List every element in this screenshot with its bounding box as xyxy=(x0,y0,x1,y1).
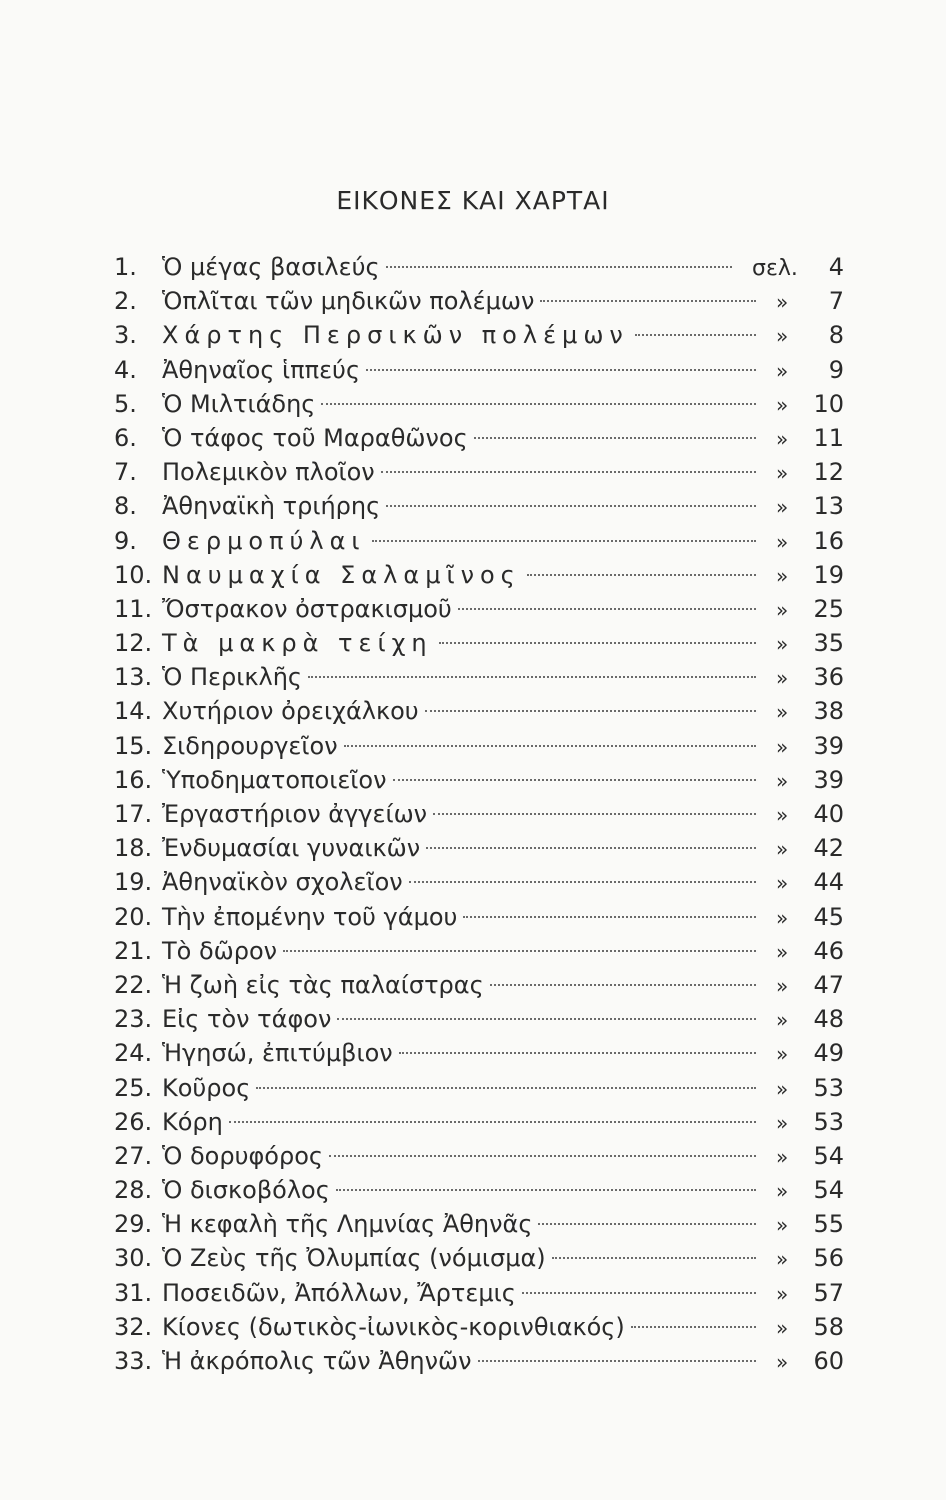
page-ref-marker: » xyxy=(776,1315,789,1340)
item-number: 20. xyxy=(114,902,153,931)
page-number: 42 xyxy=(813,834,844,863)
item-title: Ὁ τάφος τοῦ Μαραθῶνος xyxy=(162,423,468,452)
dot-leader xyxy=(344,745,756,747)
list-item xyxy=(114,1036,844,1070)
item-title: Ὁ μέγας βασιλεύς xyxy=(162,253,380,281)
dot-leader xyxy=(478,1360,756,1362)
list-item xyxy=(114,694,844,728)
item-number: 33. xyxy=(114,1347,153,1375)
item-number: 16. xyxy=(114,765,153,794)
dot-leader xyxy=(337,1018,756,1020)
item-title: Θερμοπύλαι xyxy=(162,526,366,555)
page-ref-marker: » xyxy=(776,426,789,451)
list-item xyxy=(114,934,844,968)
item-title: Ναυμαχία Σαλαμῖνος xyxy=(162,560,521,589)
item-number: 17. xyxy=(114,800,153,828)
page-number: 39 xyxy=(813,765,844,794)
dot-leader xyxy=(283,950,756,952)
item-title: Ἡ ἀκρόπολις τῶν Ἀθηνῶν xyxy=(162,1347,472,1375)
list-item xyxy=(114,421,844,455)
page-number: 12 xyxy=(813,458,844,487)
item-number: 26. xyxy=(114,1107,153,1136)
page-number: 46 xyxy=(813,936,844,965)
dot-leader xyxy=(474,437,756,439)
item-title: Ἀθηναϊκὸν σχολεῖον xyxy=(162,868,403,897)
item-number: 10. xyxy=(114,560,153,589)
page-ref-marker: » xyxy=(776,495,789,520)
dot-leader xyxy=(425,710,756,712)
dot-leader xyxy=(256,1087,756,1089)
page-number: 9 xyxy=(828,355,844,384)
list-item xyxy=(114,1241,844,1275)
item-title: Πολεμικὸν πλοῖον xyxy=(162,458,375,487)
item-title: Ἀθηναῖος ἱππεύς xyxy=(162,355,361,384)
page-ref-marker: » xyxy=(776,700,789,725)
list-item xyxy=(114,455,844,489)
page-ref-marker: » xyxy=(776,1179,789,1204)
page-ref-marker: » xyxy=(776,597,789,622)
page-number: 44 xyxy=(813,868,844,897)
page-number: 54 xyxy=(813,1176,844,1205)
dot-leader xyxy=(439,642,756,644)
item-title: Χάρτης Περσικῶν πολέμων xyxy=(162,321,629,350)
dot-leader xyxy=(393,779,757,781)
item-number: 24. xyxy=(114,1039,153,1068)
illustrations-list xyxy=(114,250,844,1378)
item-number: 11. xyxy=(114,594,153,623)
item-number: 5. xyxy=(114,389,137,418)
page-number: 57 xyxy=(813,1278,844,1307)
dot-leader xyxy=(229,1121,756,1123)
item-number: 4. xyxy=(114,355,137,384)
item-title: Σιδηρουργεῖον xyxy=(162,731,338,760)
page-number: 4 xyxy=(828,253,844,281)
page-ref-marker: » xyxy=(776,1008,789,1033)
list-item xyxy=(114,729,844,763)
item-title: Ὁ Ζεὺς τῆς Ὀλυμπίας (νόμισμα) xyxy=(162,1244,546,1273)
page-ref-marker: » xyxy=(776,563,789,588)
page-number: 53 xyxy=(813,1073,844,1102)
page-heading: ΕΙΚΟΝΕΣ ΚΑΙ ΧΑΡΤΑΙ xyxy=(336,186,610,215)
item-title: Κόρη xyxy=(162,1107,223,1136)
dot-leader xyxy=(329,1155,756,1157)
item-title: Εἰς τὸν τάφον xyxy=(162,1005,332,1034)
page-ref-marker: » xyxy=(776,461,789,486)
item-number: 32. xyxy=(114,1312,153,1341)
page-number: 36 xyxy=(813,663,844,692)
item-number: 18. xyxy=(114,834,153,863)
item-title: Ὁ Περικλῆς xyxy=(162,663,303,692)
item-number: 9. xyxy=(114,526,137,555)
item-number: 19. xyxy=(114,868,153,897)
page-ref-marker: » xyxy=(776,1076,789,1101)
dot-leader xyxy=(409,881,756,883)
list-item xyxy=(114,1071,844,1105)
dot-leader xyxy=(463,916,756,918)
list-item xyxy=(114,1139,844,1173)
item-number: 12. xyxy=(114,629,153,658)
page-number: 40 xyxy=(813,800,844,828)
dot-leader xyxy=(433,813,756,815)
page-ref-marker: » xyxy=(776,734,789,759)
page-ref-marker: » xyxy=(776,905,789,930)
item-title: Ποσειδῶν, Ἀπόλλων, Ἄρτεμις xyxy=(162,1278,516,1307)
page-ref-marker: σελ. xyxy=(752,256,798,281)
page-ref-marker: » xyxy=(776,1281,789,1306)
list-item xyxy=(114,968,844,1002)
item-title: Τὸ δῶρον xyxy=(162,936,278,965)
list-item xyxy=(114,1344,844,1378)
page-ref-marker: » xyxy=(776,768,789,793)
list-item xyxy=(114,558,844,592)
page-number: 48 xyxy=(813,1005,844,1034)
page-number: 60 xyxy=(813,1347,844,1375)
dot-leader xyxy=(426,847,756,849)
item-number: 31. xyxy=(114,1278,153,1307)
item-number: 25. xyxy=(114,1073,153,1102)
page-ref-marker: » xyxy=(776,358,789,383)
page-ref-marker: » xyxy=(776,1042,789,1067)
item-number: 14. xyxy=(114,697,153,726)
page-number: 11 xyxy=(813,423,844,452)
page-number: 49 xyxy=(813,1039,844,1068)
dot-leader xyxy=(386,266,732,268)
list-item xyxy=(114,524,844,558)
dot-leader xyxy=(386,505,756,507)
page-number: 55 xyxy=(813,1210,844,1239)
item-title: Ἡ ζωὴ εἰς τὰς παλαίστρας xyxy=(162,970,484,999)
page-number: 16 xyxy=(813,526,844,555)
dot-leader xyxy=(366,369,756,371)
list-item xyxy=(114,797,844,831)
dot-leader xyxy=(336,1189,756,1191)
list-item xyxy=(114,387,844,421)
item-number: 29. xyxy=(114,1210,153,1239)
item-number: 3. xyxy=(114,321,137,350)
item-number: 1. xyxy=(114,253,137,281)
page-number: 39 xyxy=(813,731,844,760)
page-ref-marker: » xyxy=(776,871,789,896)
item-number: 23. xyxy=(114,1005,153,1034)
item-number: 15. xyxy=(114,731,153,760)
list-item xyxy=(114,660,844,694)
page-ref-marker: » xyxy=(776,1144,789,1169)
dot-leader xyxy=(527,574,756,576)
list-item xyxy=(114,1002,844,1036)
page-ref-marker: » xyxy=(776,803,789,827)
page-ref-marker: » xyxy=(776,837,789,862)
dot-leader xyxy=(372,540,756,542)
list-item xyxy=(114,831,844,865)
dot-leader xyxy=(522,1292,756,1294)
dot-leader xyxy=(458,608,756,610)
page-number: 7 xyxy=(828,287,844,316)
item-number: 13. xyxy=(114,663,153,692)
item-title: Κοῦρος xyxy=(162,1073,251,1102)
page-ref-marker: » xyxy=(776,1110,789,1135)
page-ref-marker: » xyxy=(776,1247,789,1272)
list-item xyxy=(114,353,844,387)
item-number: 2. xyxy=(114,287,137,316)
list-item xyxy=(114,763,844,797)
dot-leader xyxy=(540,300,756,302)
list-item xyxy=(114,1207,844,1241)
page-ref-marker: » xyxy=(776,973,789,998)
page-ref-marker: » xyxy=(776,1213,789,1238)
list-item xyxy=(114,900,844,934)
list-item xyxy=(114,1310,844,1344)
item-title: Ἡγησώ, ἐπιτύμβιον xyxy=(162,1039,393,1068)
page-number: 35 xyxy=(813,629,844,658)
item-number: 28. xyxy=(114,1176,153,1205)
item-number: 22. xyxy=(114,970,153,999)
list-item xyxy=(114,250,844,284)
item-title: Ἐργαστήριον ἀγγείων xyxy=(162,800,428,828)
dot-leader xyxy=(538,1223,756,1225)
item-title: Ὁ δισκοβόλος xyxy=(162,1176,330,1205)
page-number: 10 xyxy=(813,389,844,418)
dot-leader xyxy=(308,676,756,678)
item-title: Ἀθηναϊκὴ τριήρης xyxy=(162,492,381,521)
dot-leader xyxy=(631,1326,756,1328)
page-number: 56 xyxy=(813,1244,844,1273)
list-item xyxy=(114,1173,844,1207)
list-item xyxy=(114,489,844,523)
page-ref-marker: » xyxy=(776,529,789,554)
page-number: 19 xyxy=(813,560,844,589)
item-title: Ἐνδυμασίαι γυναικῶν xyxy=(162,834,421,863)
item-number: 8. xyxy=(114,492,137,521)
item-title: Τὴν ἐπομένην τοῦ γάμου xyxy=(162,902,458,931)
dot-leader xyxy=(381,471,756,473)
dot-leader xyxy=(399,1052,756,1054)
item-number: 6. xyxy=(114,423,137,452)
dot-leader xyxy=(490,984,756,986)
item-number: 21. xyxy=(114,936,153,965)
list-item xyxy=(114,318,844,352)
page-number: 25 xyxy=(813,594,844,623)
page-number: 13 xyxy=(813,492,844,521)
item-title: Ὁπλῖται τῶν μηδικῶν πολέμων xyxy=(162,287,535,316)
page-number: 58 xyxy=(813,1312,844,1341)
item-title: Τὰ μακρὰ τείχη xyxy=(162,629,433,658)
item-title: Ὄστρακον ὀστρακισμοῦ xyxy=(162,594,452,623)
list-item xyxy=(114,1105,844,1139)
dot-leader xyxy=(552,1257,756,1259)
item-title: Ὑποδηματοποιεῖον xyxy=(162,765,387,794)
page-ref-marker: » xyxy=(776,290,789,315)
item-title: Ἡ κεφαλὴ τῆς Λημνίας Ἀθηνᾶς xyxy=(162,1210,533,1239)
list-item xyxy=(114,284,844,318)
list-item xyxy=(114,1276,844,1310)
list-item xyxy=(114,592,844,626)
page-number: 45 xyxy=(813,902,844,931)
item-number: 30. xyxy=(114,1244,153,1273)
page-number: 8 xyxy=(828,321,844,350)
list-item xyxy=(114,865,844,899)
page-number: 47 xyxy=(813,970,844,999)
item-number: 27. xyxy=(114,1141,153,1170)
item-title: Χυτήριον ὀρειχάλκου xyxy=(162,697,419,726)
item-number: 7. xyxy=(114,458,137,487)
page-ref-marker: » xyxy=(776,632,789,657)
page-number: 54 xyxy=(813,1141,844,1170)
page-ref-marker: » xyxy=(776,392,789,417)
page-ref-marker: » xyxy=(776,324,789,349)
page-number: 53 xyxy=(813,1107,844,1136)
page-number: 38 xyxy=(813,697,844,726)
item-title: Ὁ δορυφόρος xyxy=(162,1141,323,1170)
item-title: Ὁ Μιλτιάδης xyxy=(162,389,316,418)
item-title: Κίονες (δωτικὸς-ἰωνικὸς-κορινθιακός) xyxy=(162,1312,625,1341)
page-ref-marker: » xyxy=(776,1350,789,1374)
list-item xyxy=(114,626,844,660)
dot-leader xyxy=(321,403,756,405)
page-ref-marker: » xyxy=(776,939,789,964)
page-ref-marker: » xyxy=(776,666,789,691)
dot-leader xyxy=(635,334,756,336)
